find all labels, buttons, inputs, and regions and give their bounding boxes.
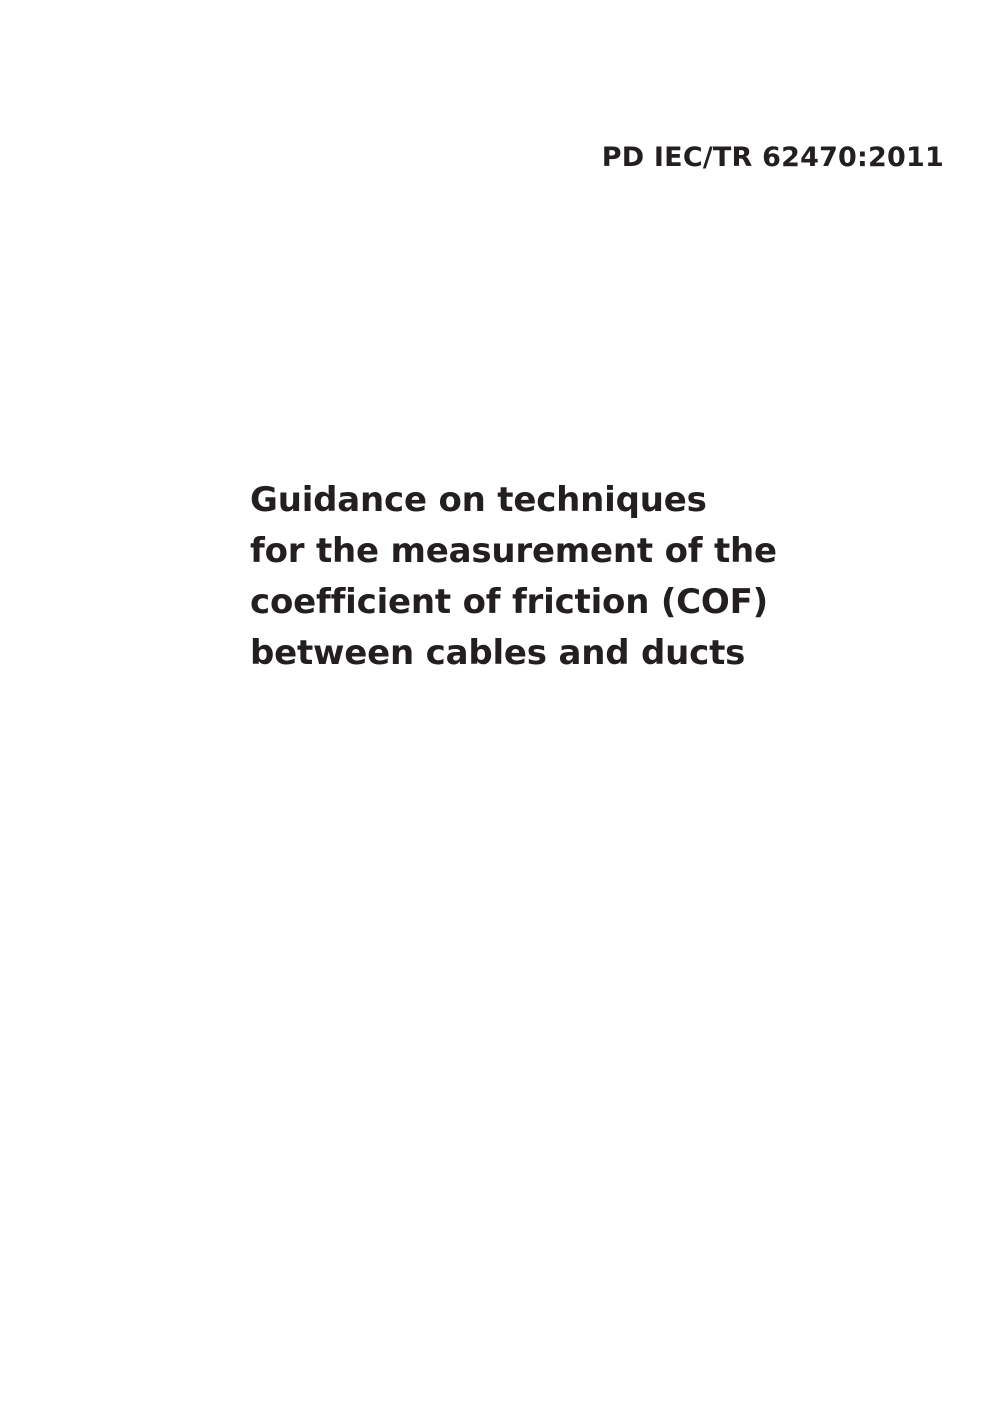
document-title: [250, 475, 870, 679]
title-line-4: between cables and ducts: [250, 633, 746, 673]
document-reference-number: PD IEC/TR 62470:2011: [601, 142, 944, 173]
title-line-1: Guidance on techniques: [250, 480, 707, 520]
title-line-3: coefficient of friction (COF): [250, 582, 768, 622]
page-top-edge: [0, 0, 992, 3]
title-line-2: for the measurement of the: [250, 531, 777, 571]
